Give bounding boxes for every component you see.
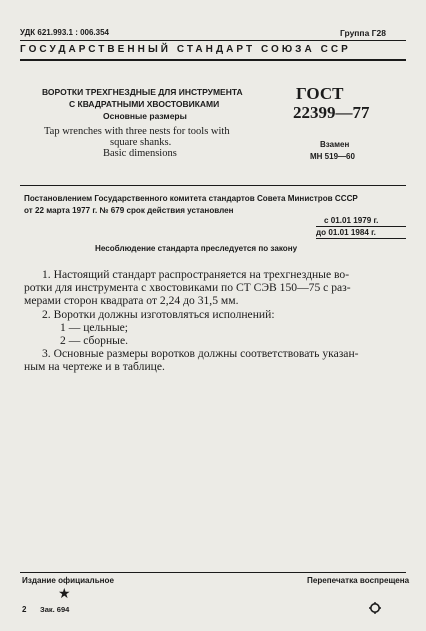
footer-rule — [20, 572, 406, 573]
date-underline-1 — [316, 226, 406, 227]
decree-from-date: с 01.01 1979 г. — [324, 216, 379, 225]
paragraph-3-line2: ным на чертеже и в таблице. — [24, 360, 165, 373]
paragraph-2-item-1: 1 — цельные; — [60, 321, 128, 334]
title-en-line1: Tap wrenches with three nests for tools with — [44, 126, 230, 137]
paragraph-1-line2: ротки для инструмента с хвостовиками по СТ СЭВ 150—75 с раз- — [24, 281, 351, 294]
title-ru-line2: С КВАДРАТНЫМИ ХВОСТОВИКАМИ — [69, 99, 220, 109]
paragraph-1-line1: 1. Настоящий стандарт распространяется на трехгнездные во- — [42, 268, 350, 281]
gost-number: 22399—77 — [293, 103, 370, 122]
section-rule — [20, 185, 406, 186]
date-underline-2 — [316, 238, 406, 239]
title-en-line2: square shanks. — [110, 137, 172, 148]
warning-text: Несоблюдение стандарта преследуется по закону — [95, 244, 298, 253]
star-icon: ★ — [58, 587, 71, 602]
order-number: Зак. 694 — [40, 605, 70, 614]
gost-label: ГОСТ — [296, 84, 344, 103]
subtitle-ru: Основные размеры — [103, 111, 187, 121]
header-bottom-rule — [20, 59, 406, 61]
paragraph-2-item-2: 2 — сборные. — [60, 334, 129, 347]
paragraph-3-line1: 3. Основные размеры воротков должны соответствовать указан- — [42, 347, 359, 360]
header-title: ГОСУДАРСТВЕННЫЙ СТАНДАРТ СОЮЗА ССР — [20, 44, 351, 55]
paragraph-1-line3: мерами сторон квадрата от 2,24 до 31,5 мм. — [24, 294, 239, 307]
replaces-value: МН 519—60 — [310, 152, 355, 161]
paragraph-2: 2. Воротки должны изготовляться исполнений: — [42, 308, 275, 321]
group-code: Группа Г28 — [340, 28, 386, 38]
header-top-rule — [20, 40, 406, 41]
decree-line1: Постановлением Государственного комитета стандартов Совета Министров СССР — [24, 194, 358, 203]
replaces-label: Взамен — [320, 140, 350, 149]
title-ru-line1: ВОРОТКИ ТРЕХГНЕЗДНЫЕ ДЛЯ ИНСТРУМЕНТА — [42, 87, 243, 97]
decree-to-date: до 01.01 1984 г. — [316, 228, 376, 237]
page-number: 2 — [22, 605, 27, 614]
reprint-notice: Перепечатка воспрещена — [307, 576, 410, 585]
udk-code: УДК 621.993.1 : 006.354 — [20, 28, 109, 37]
printer-mark-icon — [368, 601, 382, 615]
title-en-line3: Basic dimensions — [103, 148, 177, 159]
official-edition: Издание официальное — [22, 576, 114, 585]
decree-line2: от 22 марта 1977 г. № 679 срок действия установлен — [24, 206, 234, 215]
